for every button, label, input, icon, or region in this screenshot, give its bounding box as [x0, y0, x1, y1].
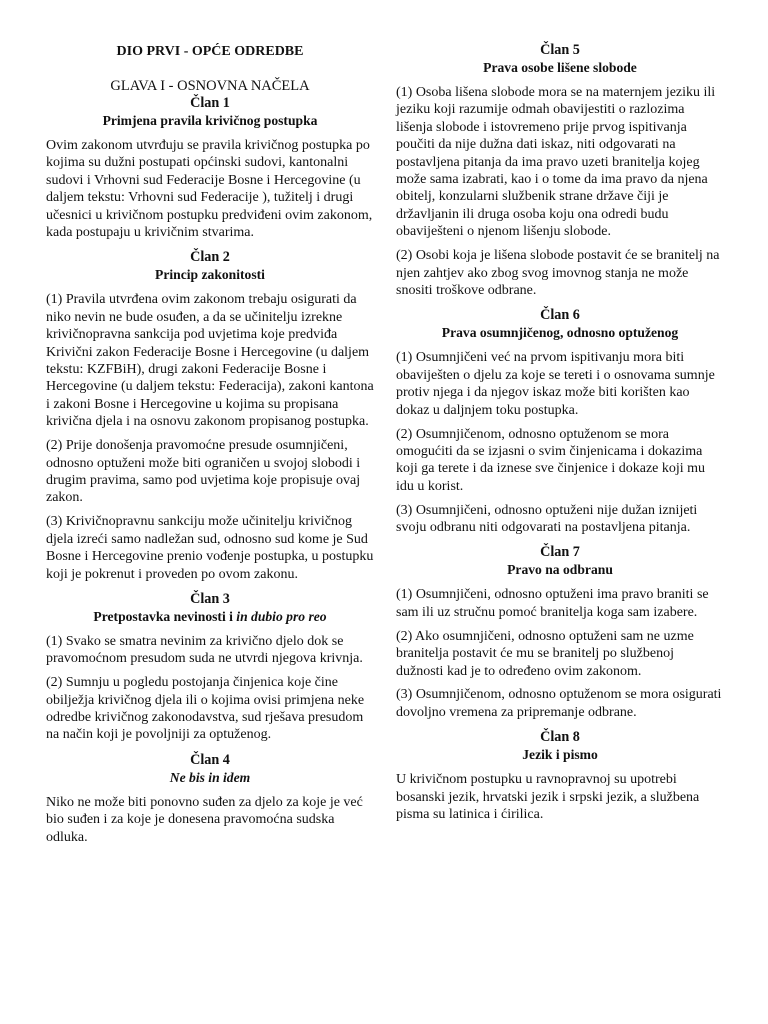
article-paragraph: (1) Pravila utvrđena ovim zakonom trebaju osigurati da niko nevin ne bude osuđen, a da se učinitelju izrekne krivičnopravna sankcija pod uvjetima koje predviđa Krivični zakon Federacije Bosne i Hercegovine (u daljem tekstu: KZFBiH), drugi zakoni Federacije Bosne i Hercegovine (u daljem tekstu: Federacija), zakoni kantona i zakoni Bosne i Hercegovine u kojima su propisana krivična djela i na osnovu zakonom propisanog postupka. — [46, 292, 374, 430]
article-number: Član 3 — [190, 590, 230, 607]
article-paragraph: (3) Osumnjičeni, odnosno optuženi nije dužan iznijeti svoju odbranu niti odgovarati na postavljena pitanja. — [396, 502, 698, 536]
article-1 — [46, 95, 374, 241]
article-paragraph: U krivičnom postupku u ravnopravnoj su upotrebi bosanski jezik, hrvatski jezik i srpski jezik, a službena pisma su latinica i ćirilica. — [396, 772, 700, 823]
article-number: Član 5 — [540, 42, 580, 58]
article-paragraph: (1) Osumnjičeni, odnosno optuženi ima pravo braniti se sam ili uz stručnu pomoć branitelja koga sam izabere. — [396, 587, 709, 620]
article-number: Član 1 — [190, 95, 230, 111]
article-title-italic: in dubio pro reo — [236, 608, 327, 624]
article-paragraph: (2) Osobi koja je lišena slobode postavit će se branitelj na njen zahtjev ako zbog svog imovnog stanja ne može snositi troškove odbrane. — [396, 248, 720, 298]
article-5 — [396, 42, 724, 299]
article-paragraph: (2) Prije donošenja pravomoćne presude osumnjičeni, odnosno optuženi može biti ograničen u svojoj slobodi i drugim pravima, samo pod uvjetima koje propisuje ovaj zakon. — [46, 438, 361, 506]
article-paragraph: (3) Krivičnopravnu sankciju može učinitelju krivičnog djela izreći samo nadležan sud, odnosno sud kome je Sud Bosne i Hercegovine prenio vođenje postupka, u postupku koji je pokrenut i proveden po ovom zakonu. — [46, 514, 374, 582]
left-column — [46, 40, 374, 854]
article-title — [46, 608, 374, 625]
article-title — [46, 769, 374, 786]
article-2 — [46, 249, 374, 583]
article-paragraph: (2) Osumnjičenom, odnosno optuženom se mora omogućiti da se izjasni o svim činjenicama i dokazima koji ga terete i da iznese sve činjenice i dokaze koji mu idu u korist. — [396, 426, 706, 494]
article-number: Član 6 — [540, 307, 580, 324]
article-paragraph: (1) Osoba lišena slobode mora se na maternjem jeziku ili jeziku koji razumije odmah obavijestiti o razlozima lišenja slobode i istovremeno prije prvog ispitivanja poučiti da nije dužna dati iskaz, niti odgovarati na postavljena pitanja da ima pravo uzeti branitelja kojeg može sama izabrati, kao i o tome da ima pravo da njena obitelj, konzularni službenik strane države čiji je državljanin ili druga osoba koju ona odredi budu obaviješteni o njenom lišenju slobode. — [396, 85, 716, 240]
article-title-italic: Ne bis in idem — [169, 769, 251, 785]
article-number: Član 2 — [190, 249, 230, 266]
article-title: Jezik i pismo — [522, 747, 598, 763]
article-paragraph: (1) Svako se smatra nevinim za krivično djelo dok se pravomoćnom presudom suda ne utvrdi njegova krivnja. — [46, 633, 363, 667]
article-paragraph: Niko ne može biti ponovno suđen za djelo za koje je već bio suđen i za koje je donesena pravomoćna sudska odluka. — [46, 794, 363, 845]
article-title: Prava osumnjičenog, odnosno optuženog — [441, 325, 679, 341]
chapter-title: GLAVA I - OSNOVNA NAČELA — [110, 78, 310, 94]
right-column — [396, 40, 724, 832]
article-title: Princip zakonitosti — [155, 267, 265, 283]
article-paragraph: (2) Sumnju u pogledu postojanja činjenica koje čine obilježja krivičnog djela ili o kojima ovisi primjena neke odredbe krivičnog zakonodavstva, sud rješava presudom na način koji je povoljniji za optuženog. — [46, 675, 365, 743]
article-number: Član 7 — [540, 544, 580, 561]
article-paragraph: (1) Osumnjičeni već na prvom ispitivanju mora biti obaviješten o djelu za koje se tereti i o osnovama sumnje protiv njega i da njegov iskaz može biti korišten kao dokaz u daljnjem toku postupka. — [396, 350, 715, 418]
article-7 — [396, 544, 724, 721]
article-number: Član 8 — [540, 729, 580, 746]
article-paragraph: Ovim zakonom utvrđuju se pravila krivičnog postupka po kojima su dužni postupati općinski sudovi, kantonalni sudovi i Vrhovni sud Federacije Bosne i Hercegovine (u daljem tekstu: Vrhovni sud Federacije ), tužitelj i drugi učesnici u krivičnom postupku predviđeni ovim zakonom, kada postupaju u krivičnim stvarima. — [46, 138, 373, 241]
article-8 — [396, 729, 724, 823]
article-title: Primjena pravila krivičnog postupka — [102, 113, 318, 128]
article-title: Pravo na odbranu — [507, 562, 613, 578]
article-title-text: Pretpostavka nevinosti i — [93, 608, 233, 624]
article-4 — [46, 752, 374, 846]
article-6 — [396, 307, 724, 536]
article-title: Prava osobe lišene slobode — [483, 60, 637, 75]
article-paragraph: (2) Ako osumnjičeni, odnosno optuženi sam ne uzme branitelja postavit će mu se branitelj po službenoj dužnosti kad je to određeno ovim zakonom. — [396, 628, 694, 679]
article-number: Član 4 — [190, 751, 230, 768]
article-3 — [46, 591, 374, 744]
article-paragraph: (3) Osumnjičenom, odnosno optuženom se mora osigurati dovoljno vremena za pripremanje odbrane. — [396, 687, 722, 720]
part-title: DIO PRVI - OPĆE ODREDBE — [116, 44, 304, 59]
